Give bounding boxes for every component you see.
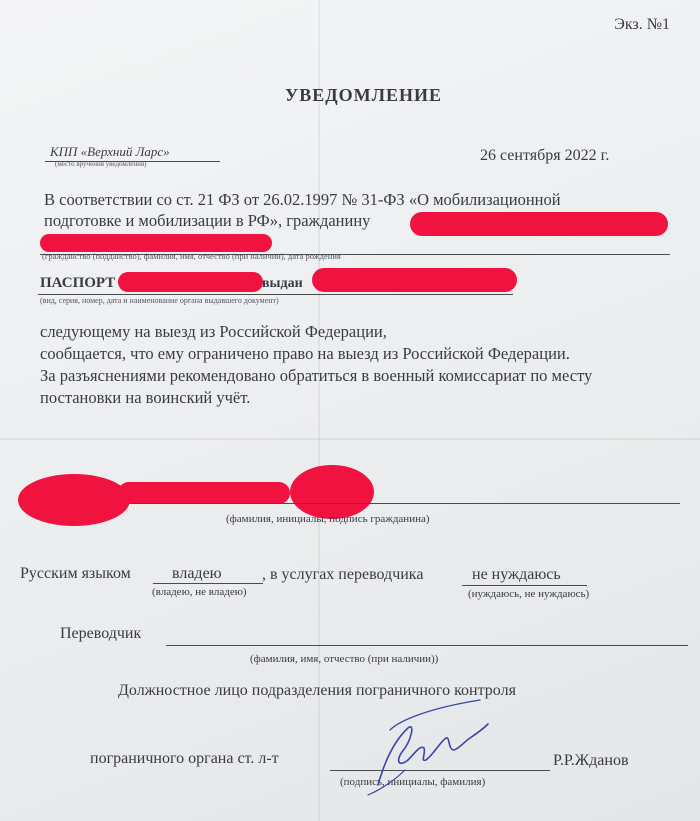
redaction-mark [118, 482, 290, 504]
place-hint: (место вручения уведомления) [55, 160, 147, 168]
redaction-mark [118, 272, 263, 292]
passport-hint: (вид, серия, номер, дата и наименование органа выдавшего документ) [40, 296, 279, 305]
notice-date: 26 сентября 2022 г. [480, 147, 610, 164]
translator-label: Переводчик [60, 625, 142, 642]
language-hint: (владею, не владею) [152, 586, 247, 598]
intro-line-2: подготовке и мобилизации в РФ», гражданину [44, 211, 371, 230]
official-title: Должностное лицо подразделения пограничного контроля [118, 682, 516, 699]
citizen-hint: (гражданство (подданство), фамилия, имя, отчество (при наличии), дата рождения [42, 251, 341, 261]
signature-hint: (фамилия, инициалы, подпись гражданина) [226, 513, 430, 525]
intro-line-1: В соответствии со ст. 21 ФЗ от 26.02.1997 № 31-ФЗ «О мобилизационной [44, 190, 561, 209]
redaction-mark [40, 234, 272, 252]
redaction-mark [410, 212, 668, 236]
paragraph-line-4: постановки на воинский учёт. [40, 388, 251, 407]
translator-services-label: , в услугах переводчика [262, 566, 424, 583]
translator-services-hint: (нуждаюсь, не нуждаюсь) [468, 588, 590, 600]
official-rank: пограничного органа ст. л-т [90, 750, 279, 767]
paragraph-line-1: следующему на выезд из Российской Федерации, [40, 322, 387, 341]
language-value: владею [172, 565, 222, 582]
document-title: УВЕДОМЛЕНИЕ [285, 85, 443, 105]
translator-hint: (фамилия, имя, отчество (при наличии)) [250, 653, 439, 665]
passport-label: ПАСПОРТ [40, 275, 116, 291]
copy-number: Экз. №1 [614, 16, 670, 33]
paragraph-line-3: За разъяснениями рекомендовано обратиться в военный комиссариат по месту [40, 366, 593, 385]
redaction-mark [290, 465, 374, 519]
paragraph-line-2: сообщается, что ему ограничено право на выезд из Российской Федерации. [40, 344, 570, 363]
language-label: Русским языком [20, 565, 131, 582]
translator-services-value: не нуждаюсь [472, 566, 561, 583]
official-signature [360, 690, 500, 800]
issued-label: выдан [262, 276, 303, 291]
official-hint: (подпись, инициалы, фамилия) [340, 776, 486, 788]
paper-fold [0, 438, 700, 440]
official-name: Р.Р.Жданов [553, 752, 629, 769]
place-of-delivery: КПП «Верхний Ларс» [50, 144, 170, 159]
redaction-mark [18, 474, 130, 526]
redaction-mark [312, 268, 517, 292]
